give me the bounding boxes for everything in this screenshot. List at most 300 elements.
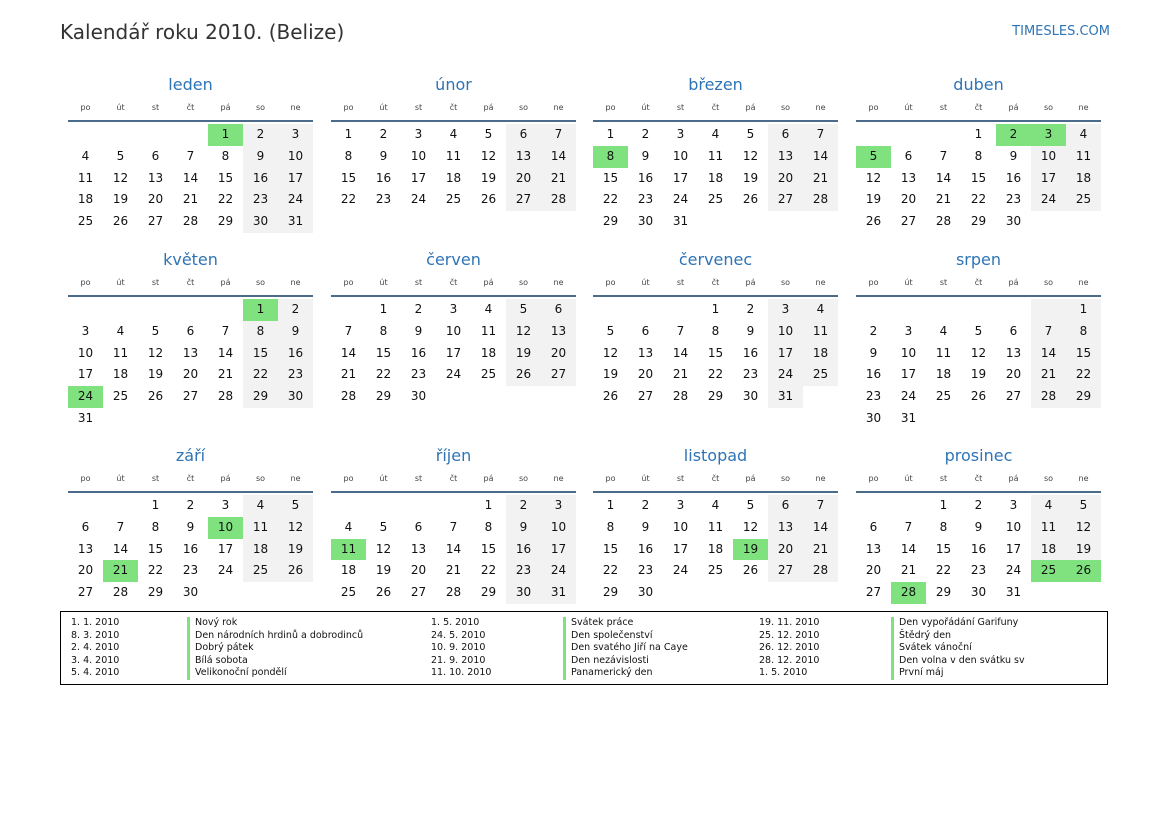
day-cell: 25 [1066,189,1101,211]
day-cell: 2 [379,127,388,141]
holiday-day-cell: 2 [996,124,1031,146]
day-cell: 22 [970,192,987,207]
weekday-label: so [1043,278,1054,287]
day-cell: 8 [221,148,230,163]
day-cell: 9 [641,519,650,534]
day-cell: 23 [410,367,427,382]
day-cell: 23 [742,367,759,382]
day-cell: 13 [147,170,164,185]
day-cell: 14 [935,170,952,185]
day-cell: 23 [1005,192,1022,207]
day-cell: 13 [506,146,541,168]
empty-cell [803,211,838,233]
day-cell: 1 [344,127,353,141]
weekday-label: st [151,474,160,483]
day-cell: 25 [77,214,94,229]
day-cell: 26 [602,389,619,404]
day-cell: 10 [445,323,462,338]
day-cell: 11 [707,519,724,534]
empty-cell [173,299,208,321]
day-cell: 7 [676,323,685,338]
day-cell: 21 [182,192,199,207]
day-cell: 23 [865,389,882,404]
day-cell: 5 [484,127,493,141]
site-link[interactable]: TIMESLES.COM [1012,24,1110,39]
day-cell: 26 [970,389,987,404]
day-cell: 9 [746,323,755,338]
weekday-label: so [518,474,529,483]
day-cell: 28 [935,214,952,229]
day-cell: 17 [77,367,94,382]
day-cell: 13 [410,541,427,556]
holiday-name: Den vypořádání Garifuny [891,617,1025,630]
day-cell: 5 [746,498,755,512]
day-cell: 6 [414,519,423,534]
month-title: leden [168,75,213,94]
day-cell: 11 [112,345,129,360]
weekday-label: po [868,474,879,483]
holiday-date: 25. 12. 2010 [759,629,820,641]
day-cell: 11 [243,517,278,539]
legend-names-column [187,617,363,680]
empty-cell [663,582,698,604]
day-cell: 26 [480,192,497,207]
day-cell: 19 [506,343,541,365]
day-cell: 30 [637,214,654,229]
day-cell: 24 [541,560,576,582]
month-title: červen [426,250,481,269]
day-cell: 27 [182,389,199,404]
day-cell: 3 [768,299,803,321]
day-cell: 31 [768,386,803,408]
weekday-label: st [676,474,685,483]
day-cell: 2 [243,124,278,146]
holiday-day-cell: 5 [856,146,891,168]
empty-cell [173,408,208,430]
day-cell: 24 [410,192,427,207]
day-cell: 16 [182,541,199,556]
holiday-name: Bílá sobota [187,655,363,668]
day-cell: 3 [541,495,576,517]
day-cell: 23 [506,560,541,582]
day-cell: 7 [449,519,458,534]
day-cell: 12 [480,148,497,163]
day-cell: 15 [970,170,987,185]
month-5 [68,249,313,430]
month-title: únor [435,75,472,94]
day-cell: 17 [541,539,576,561]
day-cell: 25 [803,364,838,386]
empty-cell [243,582,278,604]
weekday-label: út [904,278,913,287]
day-cell: 29 [602,585,619,600]
weekday-label: čt [974,278,983,287]
empty-cell [138,124,173,146]
weekday-label: út [641,278,650,287]
empty-cell [891,495,926,517]
empty-cell [278,408,313,430]
weekday-label: ne [290,474,301,483]
empty-cell [856,124,891,146]
empty-cell [628,299,663,321]
day-cell: 27 [768,189,803,211]
holiday-name: Den společenství [563,630,688,643]
day-cell: 8 [344,148,353,163]
holiday-date: 2. 4. 2010 [71,642,120,653]
weekday-label: so [1043,103,1054,112]
day-cell: 7 [803,495,838,517]
day-cell: 16 [637,541,654,556]
day-cell: 15 [243,343,278,365]
day-cell: 13 [768,146,803,168]
day-cell: 22 [217,192,234,207]
day-cell: 6 [81,519,90,534]
day-cell: 19 [375,563,392,578]
day-cell: 19 [742,170,759,185]
day-cell: 10 [768,321,803,343]
empty-cell [803,582,838,604]
day-cell: 27 [637,389,654,404]
day-cell: 10 [278,146,313,168]
day-cell: 23 [637,563,654,578]
day-cell: 28 [541,189,576,211]
weekday-label: ne [815,103,826,112]
empty-cell [366,495,401,517]
weekday-label: čt [449,103,458,112]
weekday-label: ne [815,474,826,483]
weekday-label: st [414,278,423,287]
day-cell: 15 [602,541,619,556]
day-cell: 9 [869,345,878,360]
weekday-label: pá [1008,103,1019,112]
day-cell: 12 [602,345,619,360]
day-cell: 16 [375,170,392,185]
holiday-day-cell: 19 [733,539,768,561]
days-grid [593,124,838,233]
day-cell: 4 [81,148,90,163]
day-cell: 24 [278,189,313,211]
weekday-label: st [939,103,948,112]
day-cell: 12 [742,148,759,163]
weekday-label: út [641,474,650,483]
day-cell: 30 [410,389,427,404]
day-cell: 28 [1031,386,1066,408]
day-cell: 26 [375,585,392,600]
empty-cell [68,495,103,517]
day-cell: 7 [186,148,195,163]
holiday-day-cell: 3 [1031,124,1066,146]
day-cell: 31 [77,410,94,425]
weekday-label: st [151,103,160,112]
empty-cell [208,299,243,321]
day-cell: 30 [182,585,199,600]
day-cell: 17 [1031,168,1066,190]
day-cell: 23 [637,192,654,207]
day-cell: 11 [480,323,497,338]
weekday-header [331,467,576,493]
day-cell: 31 [672,214,689,229]
holiday-name: Den národních hrdinů a dobrodinců [187,630,363,643]
empty-cell [331,495,366,517]
day-cell: 14 [112,541,129,556]
day-cell: 17 [217,541,234,556]
day-cell: 19 [480,170,497,185]
day-cell: 28 [445,585,462,600]
empty-cell [208,408,243,430]
day-cell: 1 [1066,299,1101,321]
weekday-label: čt [186,103,195,112]
day-cell: 8 [939,519,948,534]
day-cell: 25 [707,563,724,578]
day-cell: 27 [865,585,882,600]
day-cell: 11 [1066,146,1101,168]
empty-cell [68,299,103,321]
day-cell: 4 [344,519,353,534]
day-cell: 4 [243,495,278,517]
weekday-label: čt [186,278,195,287]
day-cell: 21 [340,367,357,382]
month-title: březen [688,75,743,94]
weekday-label: pá [483,103,494,112]
day-cell: 15 [147,541,164,556]
day-cell: 16 [970,541,987,556]
day-cell: 9 [1009,148,1018,163]
day-cell: 25 [112,389,129,404]
day-cell: 19 [602,367,619,382]
weekday-label: čt [711,474,720,483]
day-cell: 7 [904,519,913,534]
day-cell: 13 [900,170,917,185]
weekday-label: ne [290,278,301,287]
day-cell: 27 [410,585,427,600]
holiday-day-cell: 11 [331,539,366,561]
holiday-name: První máj [891,667,1025,680]
legend-dates-column [431,617,491,680]
weekday-label: po [343,474,354,483]
day-cell: 20 [182,367,199,382]
day-cell: 22 [602,192,619,207]
weekday-header [331,271,576,297]
holiday-day-cell: 10 [208,517,243,539]
day-cell: 22 [707,367,724,382]
day-cell: 15 [480,541,497,556]
day-cell: 8 [711,323,720,338]
holiday-name: Štědrý den [891,630,1025,643]
day-cell: 30 [506,582,541,604]
day-cell: 10 [672,148,689,163]
day-cell: 12 [1066,517,1101,539]
day-cell: 17 [672,541,689,556]
weekday-label: út [116,278,125,287]
day-cell: 6 [768,495,803,517]
day-cell: 27 [900,214,917,229]
day-cell: 11 [77,170,94,185]
day-cell: 22 [935,563,952,578]
day-cell: 9 [379,148,388,163]
day-cell: 27 [541,364,576,386]
month-4 [856,74,1101,233]
day-cell: 4 [803,299,838,321]
day-cell: 18 [77,192,94,207]
holiday-date: 1. 5. 2010 [431,617,480,628]
weekday-header [68,96,313,122]
month-title: květen [163,250,218,269]
day-cell: 22 [243,364,278,386]
month-title: říjen [435,446,472,465]
day-cell: 6 [151,148,160,163]
day-cell: 24 [672,563,689,578]
day-cell: 13 [182,345,199,360]
day-cell: 7 [541,124,576,146]
day-cell: 27 [1005,389,1022,404]
weekday-label: ne [815,278,826,287]
weekday-header [856,96,1101,122]
day-cell: 18 [243,539,278,561]
day-cell: 23 [243,189,278,211]
day-cell: 17 [445,345,462,360]
day-cell: 30 [278,386,313,408]
days-grid [856,299,1101,430]
day-cell: 20 [768,539,803,561]
day-cell: 8 [1066,321,1101,343]
empty-cell [103,495,138,517]
weekday-label: st [414,103,423,112]
weekday-label: pá [1008,474,1019,483]
holiday-name: Den nezávislosti [563,655,688,668]
day-cell: 14 [803,146,838,168]
day-cell: 4 [449,127,458,141]
day-cell: 11 [445,148,462,163]
weekday-label: čt [974,103,983,112]
day-cell: 20 [768,168,803,190]
holiday-date: 8. 3. 2010 [71,629,120,641]
weekday-label: ne [1078,103,1089,112]
weekday-label: pá [220,278,231,287]
empty-cell [926,408,961,430]
day-cell: 28 [112,585,129,600]
day-cell: 9 [974,519,983,534]
weekday-label: st [939,474,948,483]
day-cell: 30 [970,585,987,600]
holiday-day-cell: 24 [68,386,103,408]
weekday-label: so [780,278,791,287]
empty-cell [436,495,471,517]
day-cell: 28 [182,214,199,229]
empty-cell [768,211,803,233]
day-cell: 22 [340,192,357,207]
day-cell: 1 [711,302,720,316]
weekday-label: st [151,278,160,287]
day-cell: 29 [935,585,952,600]
weekday-label: st [676,278,685,287]
weekday-label: so [780,103,791,112]
day-cell: 29 [1066,386,1101,408]
day-cell: 15 [217,170,234,185]
empty-cell [1066,211,1101,233]
day-cell: 13 [541,321,576,343]
weekday-label: st [939,278,948,287]
page-title: Kalendář roku 2010. (Belize) [60,20,345,44]
holiday-name: Panamerický den [563,667,688,680]
day-cell: 28 [672,389,689,404]
empty-cell [996,408,1031,430]
month-title: duben [953,75,1004,94]
weekday-label: pá [220,103,231,112]
day-cell: 18 [445,170,462,185]
empty-cell [593,299,628,321]
day-cell: 12 [970,345,987,360]
day-cell: 6 [186,323,195,338]
weekday-label: ne [553,474,564,483]
holiday-legend [60,611,1108,685]
holiday-date: 28. 12. 2010 [759,654,820,666]
day-cell: 9 [278,321,313,343]
weekday-label: čt [449,474,458,483]
empty-cell [926,124,961,146]
empty-cell [733,211,768,233]
day-cell: 18 [935,367,952,382]
empty-cell [208,582,243,604]
day-cell: 13 [768,517,803,539]
weekday-label: pá [1008,278,1019,287]
weekday-label: út [379,278,388,287]
weekday-header [68,467,313,493]
day-cell: 5 [379,519,388,534]
day-cell: 1 [974,127,983,141]
day-cell: 16 [410,345,427,360]
day-cell: 22 [1066,364,1101,386]
day-cell: 25 [935,389,952,404]
weekday-label: po [343,278,354,287]
day-cell: 2 [506,495,541,517]
legend-names-column [891,617,1025,680]
day-cell: 29 [217,214,234,229]
day-cell: 29 [243,386,278,408]
day-cell: 24 [672,192,689,207]
empty-cell [996,299,1031,321]
weekday-label: st [414,474,423,483]
day-cell: 25 [243,560,278,582]
day-cell: 7 [221,323,230,338]
empty-cell [471,386,506,408]
weekday-label: so [518,103,529,112]
day-cell: 17 [410,170,427,185]
empty-cell [733,582,768,604]
holiday-day-cell: 1 [243,299,278,321]
weekday-header [593,96,838,122]
day-cell: 15 [375,345,392,360]
day-cell: 12 [865,170,882,185]
day-cell: 14 [340,345,357,360]
day-cell: 17 [1005,541,1022,556]
days-grid [856,124,1101,233]
day-cell: 5 [278,495,313,517]
day-cell: 15 [602,170,619,185]
weekday-header [331,96,576,122]
day-cell: 5 [1066,495,1101,517]
empty-cell [926,299,961,321]
weekday-label: út [641,103,650,112]
weekday-label: so [518,278,529,287]
weekday-label: po [343,103,354,112]
day-cell: 26 [506,364,541,386]
day-cell: 8 [151,519,160,534]
days-grid [331,495,576,604]
weekday-header [593,271,838,297]
day-cell: 17 [900,367,917,382]
day-cell: 6 [641,323,650,338]
day-cell: 2 [869,323,878,338]
